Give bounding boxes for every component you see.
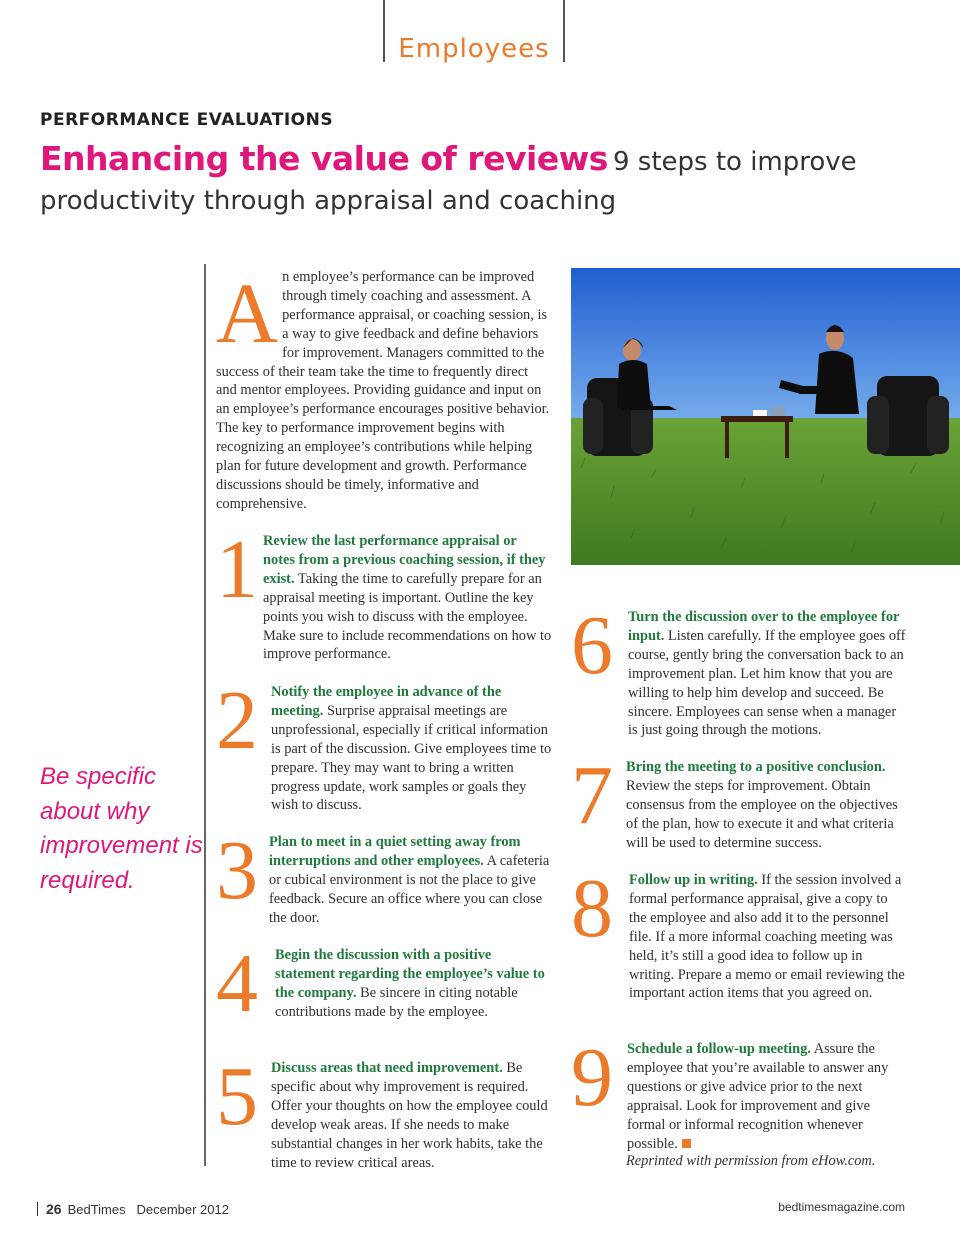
step-lead: Begin the discussion with a positive statement regarding the employee’s value to the company. (275, 947, 545, 1001)
folio-bar (37, 1202, 38, 1216)
step-number: 4 (216, 937, 258, 1030)
step-number: 6 (571, 599, 613, 692)
step-text: Be sincere in citing notable contributions made by the employee. (275, 984, 518, 1020)
page-number: 26 (46, 1201, 62, 1217)
step-lead: Notify the employee in advance of the meeting. (271, 684, 502, 719)
step-number: 9 (571, 1031, 613, 1124)
issue-date: December 2012 (136, 1202, 229, 1217)
article-photo (571, 268, 960, 565)
step-text: Review the steps for improvement. Obtain consensus from the employee on the objectives of the plan, how to execute it and what criteria will be used to determine success. (626, 777, 898, 851)
folio (46, 1201, 229, 1217)
step-text: A cafeteria or cubical environment is not the place to give feedback. Secure an office where you can close the door. (269, 852, 550, 926)
step-lead: Discuss areas that need improvement. (271, 1060, 503, 1076)
step-number: 7 (571, 749, 613, 842)
step-number: 2 (216, 674, 258, 767)
magazine-name: BedTimes (67, 1202, 126, 1217)
step-text: Surprise appraisal meetings are unprofessional, especially if critical information is part of the discussion. Give employees time to prepare. They may want to bring a written progress update, work samples or goals they wish to discuss. (271, 702, 552, 814)
reprint-credit: Reprinted with permission from eHow.com. (626, 1153, 876, 1169)
meeting-in-field-image (571, 268, 960, 565)
step-lead: Turn the discussion over to the employee for input. (628, 609, 900, 644)
step-lead: Schedule a follow-up meeting. (627, 1041, 811, 1057)
intro-paragraph (216, 265, 550, 514)
section-divider-right (563, 0, 565, 62)
step-text: Listen carefully. If the employee goes off course, gently bring the conversation back to an improvement plan. Let him know that you are willing to help him develop and succeed. Be sincere. Employees can sense when a manager is just going through the motions. (628, 627, 906, 739)
step-text: Assure the employee that you’re available to answer any questions or give advice prior to the next appraisal. Look for improvement and give formal or informal recognition whenever possible. (627, 1041, 889, 1152)
step-lead: Review the last performance appraisal or notes from a previous coaching session, if they exist. (263, 533, 546, 587)
article-kicker: PERFORMANCE EVALUATIONS (40, 110, 334, 130)
section-title: Employees (398, 34, 550, 64)
article-subtitle: 9 steps to improve productivity through appraisal and coaching (40, 147, 857, 216)
step-text: If the session involved a formal performance appraisal, give a copy to the employee and also add it to the personnel file. If a more informal coaching meeting was held, it’s still a good idea to follow up in writing. Prepare a memo or email reviewing the important action items that you agreed on. (629, 872, 905, 1002)
intro-text: n employee’s performance can be improved through timely coaching and assessment. A performance appraisal, or coaching session, is a way to give feedback and define behaviors for improvement. Managers committed to the success of their team take the time to frequently direct and mentor employees. Providing guidance and input on an employee’s performance encourages positive behavior. The key to performance improvement begins with recognizing an employee’s contributions while helping plan for future development and growth. Performance discussions should be timely, informative and comprehensive. (216, 269, 550, 512)
step-number: 3 (216, 824, 258, 917)
article-title: Enhancing the value of reviews (40, 139, 608, 178)
step-lead: Bring the meeting to a positive conclusion. (626, 759, 886, 775)
drop-cap: A (216, 265, 279, 361)
step-number: 5 (216, 1050, 258, 1143)
headline (40, 140, 940, 222)
step-text: Taking the time to carefully prepare for an appraisal meeting is important. Outline the key points you wish to discuss with the employee. Make sure to include recommendations on how to improve performance. (263, 570, 552, 663)
step-lead: Follow up in writing. (629, 872, 758, 888)
end-mark-icon (682, 1139, 691, 1148)
column-rule (204, 264, 206, 1166)
step-text: Be specific about why improvement is required. Offer your thoughts on how the employee could develop weak areas. If she needs to make substantial changes in her work habits, take the time to review critical areas. (271, 1060, 548, 1171)
step-number: 8 (571, 862, 613, 955)
website-url: bedtimesmagazine.com (778, 1200, 905, 1214)
step-number: 1 (216, 523, 258, 616)
step-lead: Plan to meet in a quiet setting away from interruptions and other employees. (269, 834, 521, 869)
pull-quote: Be specific about why improvement is required. (40, 763, 203, 894)
